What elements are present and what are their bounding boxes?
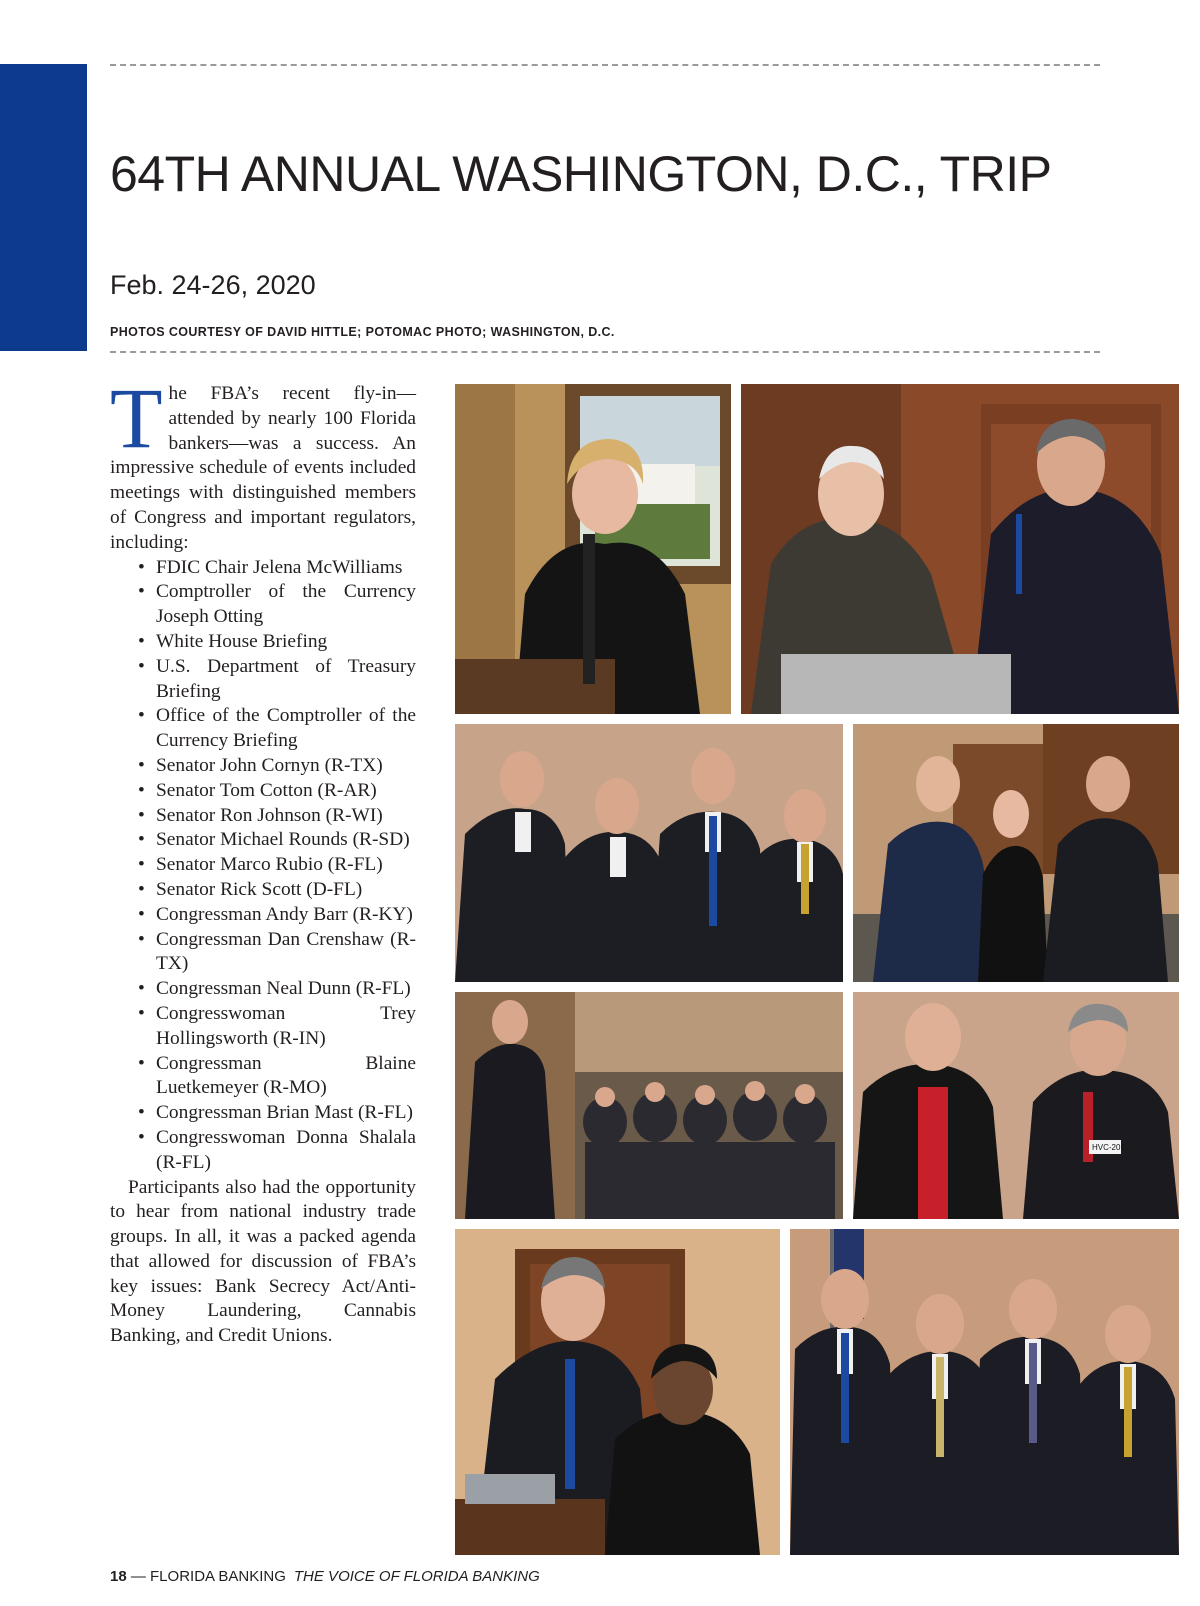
photo-group-four: [455, 724, 843, 982]
photo-audience-room: [455, 992, 843, 1219]
list-item: • Senator Tom Cotton (R-AR): [156, 779, 416, 804]
photo-podium-pair: [455, 1229, 780, 1555]
closing-paragraph: Participants also had the opportunity to hear from national industry trade groups. In all, it was a packed agenda that allowed for discussion of FBA’s key issues: Bank Secrecy Act/Anti-Money Laundering, Cannabis Banking, and Credit Unions.: [110, 1176, 416, 1347]
publication-name: — FLORIDA BANKING: [126, 1568, 286, 1585]
list-item: • Congressman Brian Mast (R-FL): [156, 1101, 416, 1126]
list-item: • FDIC Chair Jelena McWilliams: [156, 556, 416, 581]
accent-bar: [0, 64, 87, 351]
page-footer: [110, 1568, 540, 1585]
intro-paragraph: [110, 370, 416, 556]
drop-cap: T: [110, 370, 163, 466]
list-item: • Senator Rick Scott (D-FL): [156, 878, 416, 903]
list-item: • U.S. Department of Treasury Briefing: [156, 655, 416, 705]
list-item: • Congresswoman Trey Hollingsworth (R-IN): [156, 1002, 416, 1052]
list-item: • Office of the Comptroller of the Currency Briefing: [156, 704, 416, 754]
article-body: [110, 370, 416, 1349]
list-item: • Congressman Neal Dunn (R-FL): [156, 977, 416, 1002]
event-dates: Feb. 24-26, 2020: [110, 270, 316, 300]
intro-text: he FBA’s recent fly-in—attended by nearly 100 Florida bankers—was a success. An impressive schedule of events included meetings with distinguished members of Congress and important regulators, including:: [110, 383, 416, 553]
photo-hearing-room-handshake: [853, 724, 1179, 982]
top-divider: [110, 64, 1100, 66]
list-item: • Senator John Cornyn (R-TX): [156, 754, 416, 779]
photo-conversation: [853, 992, 1179, 1219]
photo-senator-handshake: [741, 384, 1179, 714]
photo-credits: PHOTOS COURTESY OF DAVID HITTLE; POTOMAC PHOTO; WASHINGTON, D.C.: [110, 325, 615, 339]
list-item: • Congresswoman Donna Shalala (R-FL): [156, 1126, 416, 1176]
list-item: • Senator Marco Rubio (R-FL): [156, 853, 416, 878]
publication-tagline: THE VOICE OF FLORIDA BANKING: [293, 1568, 540, 1585]
page-title: 64TH ANNUAL WASHINGTON, D.C., TRIP: [110, 146, 1052, 202]
name-badge-text: HVC-201: [1092, 1143, 1125, 1152]
list-item: • Senator Michael Rounds (R-SD): [156, 828, 416, 853]
list-item: • Senator Ron Johnson (R-WI): [156, 804, 416, 829]
photo-speaker-podium: [455, 384, 731, 714]
list-item: • White House Briefing: [156, 630, 416, 655]
list-item: • Congressman Dan Crenshaw (R-TX): [156, 928, 416, 978]
page-number: 18: [110, 1568, 127, 1585]
meeting-list: [110, 556, 416, 1176]
list-item: • Congressman Blaine Luetkemeyer (R-MO): [156, 1052, 416, 1102]
header-divider: [110, 351, 1100, 353]
list-item: • Congressman Andy Barr (R-KY): [156, 903, 416, 928]
list-item: • Comptroller of the Currency Joseph Otting: [156, 580, 416, 630]
photo-group-flag: [790, 1229, 1179, 1555]
